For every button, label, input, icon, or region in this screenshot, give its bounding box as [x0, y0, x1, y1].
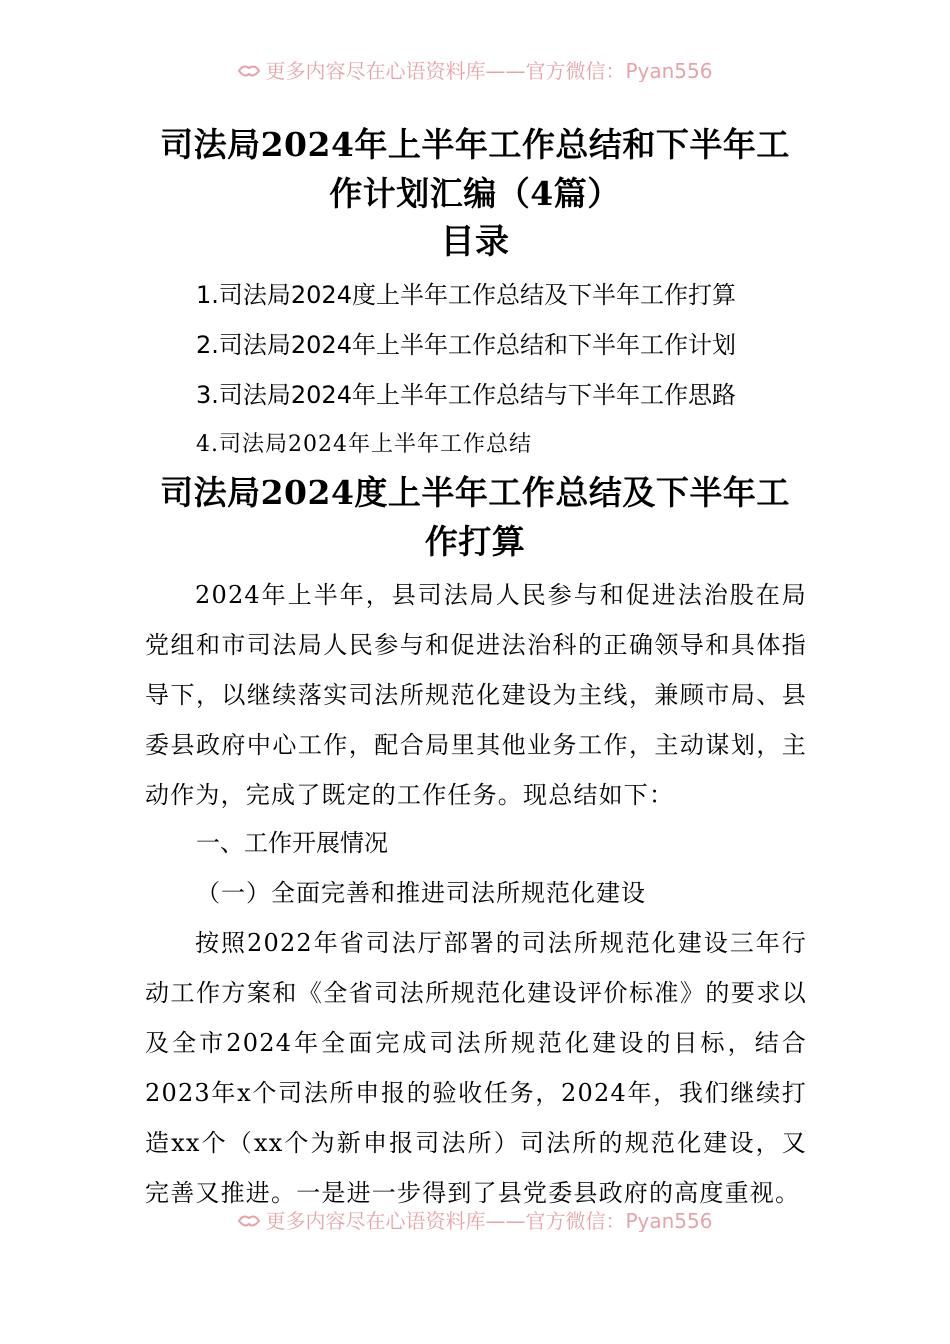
watermark-bottom [0, 1210, 950, 1232]
section-title: 司法局2024度上半年工作总结及下半年工作打算 [160, 473, 790, 561]
body-paragraph: 2024年上半年，县司法局人民参与和促进法治股在局党组和市司法局人民参与和促进法治科的正确领导和具体指导下，以继续落实司法所规范化建设为主线，兼顾市局、县委县政府中心工作，配合局里其他业务工作，主动谋划，主动作为，完成了既定的工作任务。现总结如下： [145, 581, 807, 809]
subsection-heading: （一）全面完善和推进司法所规范化建设 [196, 879, 646, 907]
watermark-bottom-text: 更多内容尽在心语资料库——官方微信：Pyan556 [265, 1210, 713, 1232]
toc-item[interactable]: 3.司法局2024年上半年工作总结与下半年工作思路 [196, 381, 736, 409]
main-title: 司法局2024年上半年工作总结和下半年工作计划汇编（4篇） [160, 125, 790, 213]
watermark-top-text: 更多内容尽在心语资料库——官方微信：Pyan556 [265, 60, 713, 82]
toc-title: 目录 [440, 222, 510, 262]
body-paragraph: 按照2022年省司法厅部署的司法所规范化建设三年行动工作方案和《全省司法所规范化建设评价标准》的要求以及全市2024年全面完成司法所规范化建设的目标，结合2023年x个司法所申报的验收任务，2024年，我们继续打造xx个（xx个为新申报司法所）司法所的规范化建设，又完善又推进。一是进一步得到了县党委县政府的高度重视。 [145, 929, 807, 1207]
logo-icon [237, 62, 261, 80]
logo-icon [237, 1212, 261, 1230]
toc-item[interactable]: 2.司法局2024年上半年工作总结和下半年工作计划 [196, 331, 736, 359]
section-heading: 一、工作开展情况 [196, 829, 388, 857]
watermark-top [0, 60, 950, 82]
toc-item[interactable]: 4.司法局2024年上半年工作总结 [196, 432, 532, 457]
toc-item[interactable]: 1.司法局2024度上半年工作总结及下半年工作打算 [196, 281, 736, 309]
